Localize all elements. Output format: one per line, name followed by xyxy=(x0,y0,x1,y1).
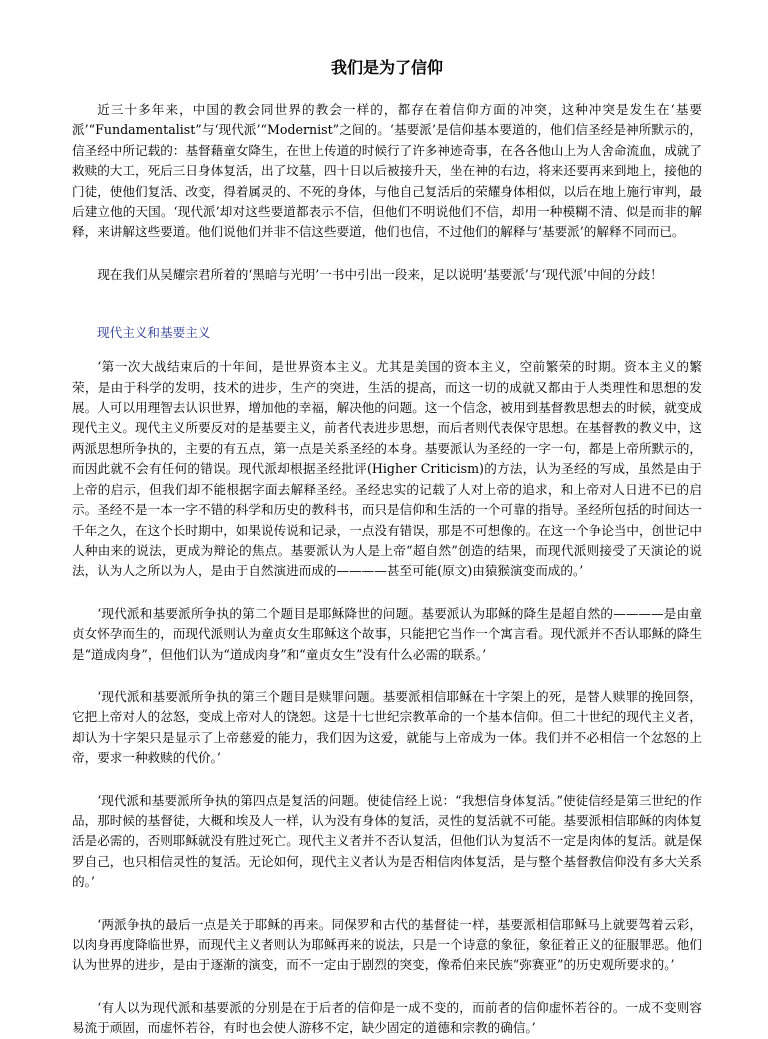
page-title: 我们是为了信仰 xyxy=(330,58,443,77)
quote-paragraph-4: ‘现代派和基要派所争执的第四点是复活的问题。使徒信经上说：“我想信身体复活。”使徒信经是第三世纪的作品，那时候的基督徒，大概和埃及人一样，认为没有身体的复活，灵性的复活就不可能。基要派相信耶稣的肉体复活是必需的，否则耶稣就没有胜过死亡。现代主义者并不否认复活，但他们认为复活不一定是肉体的复活。就是保罗自己，也只相信灵性的复活。无论如何，现代主义者认为是否相信肉体复活，是与整个基督教信仰没有多大关系的。’ xyxy=(72,792,702,890)
document-page xyxy=(72,0,702,1036)
quote-paragraph-3: ‘现代派和基要派所争执的第三个题目是赎罪问题。基要派相信耶稣在十字架上的死，是替人赎罪的挽回祭，它把上帝对人的忿怒，变成上帝对人的饶恕。这是十七世纪宗教革命的一个基本信仰。但二十世纪的现代主义者，却认为十字架只是显示了上帝慈爱的能力，我们因为这爱，就能与上帝成为一体。我们并不必相信一个忿怒的上帝，要求一种救赎的代价。’ xyxy=(72,688,702,766)
quote-paragraph-6: ‘有人以为现代派和基要派的分别是在于后者的信仰是一成不变的，而前者的信仰虚怀若谷的。一成不变则容易流于顽固，而虚怀若谷，有时也会使人游移不定，缺少固定的道德和宗教的确信。’ xyxy=(72,999,702,1036)
section-heading: 现代主义和基要主义 xyxy=(97,325,211,341)
quote-paragraph-1: ‘第一次大战结束后的十年间，是世界资本主义。尤其是美国的资本主义，空前繁荣的时期。资本主义的繁荣，是由于科学的发明，技术的进步，生产的突进，生活的提高，而这一切的成就又都由于人类理性和思想的发展。人可以用理智去认识世界，增加他的幸福，解决他的问题。这一个信念，被用到基督教思想去的时候，就变成现代主义。现代主义所要反对的是基要主义，前者代表进步思想，而后者则代表保守思想。在基督教的教义中，这两派思想所争执的，主要的有五点，第一点是关系圣经的本身。基要派认为圣经的一字一句，都是上帝所默示的，而因此就不会有任何的错误。现代派却根据圣经批评(Higher Criticism)的方法，认为圣经的写成，虽然是由于上帝的启示，但我们却不能根据字面去解释圣经。圣经忠实的记载了人对上帝的追求，和上帝对人日进不已的启示。圣经不是一本一字不错的科学和历史的教科书，而只是信仰和生活的一个可靠的指导。圣经所包括的时间达一千年之久，在这个长时期中，如果说传说和记录，一点没有错误，那是不可想像的。在这一个争论当中，创世记中人种由来的说法，更成为辩论的焦点。基要派认为人是上帝“超自然”创造的结果，而现代派则接受了天演论的说法，认为人之所以为人，是由于自然演进而成的————甚至可能(原文)由猿猴演变而成的。’ xyxy=(72,359,702,579)
quote-paragraph-2: ‘现代派和基要派所争执的第二个题目是耶稣降世的问题。基要派认为耶稣的降生是超自然的————是由童贞女怀孕而生的，而现代派则认为童贞女生耶稣这个故事，只能把它当作一个寓言看。现代派并不否认耶稣的降生是“道成肉身”，但他们认为“道成肉身”和“童贞女生”没有什么必需的联系。’ xyxy=(72,605,702,662)
quote-paragraph-5: ‘两派争执的最后一点是关于耶稣的再来。同保罗和古代的基督徒一样，基要派相信耶稣马上就要驾着云彩，以肉身再度降临世界，而现代主义者则认为耶稣再来的说法，只是一个诗意的象征，象征着正义的征服罪恶。他们认为世界的进步，是由于逐渐的演变，而不一定由于剧烈的突变，像希伯来民族“弥赛亚”的历史观所要求的。’ xyxy=(72,916,702,973)
intro-paragraph-2: 现在我们从吴耀宗君所着的‘黑暗与光明’一书中引出一段来，足以说明‘基要派’与‘现代派’中间的分歧！ xyxy=(97,266,663,282)
intro-paragraph-1: 近三十多年来，中国的教会同世界的教会一样的，都存在着信仰方面的冲突，这种冲突是发生在‘基要派’“Fundamentalist”与‘现代派’“Modernist”之间的。‘基要派’是信仰基本要道的，他们信圣经是神所默示的，信圣经中所记载的：基督藉童女降生，在世上传道的时候行了许多神迹奇事，在各各他山上为人舍命流血，成就了救赎的大工，死后三日身体复活，出了坟墓，四十日以后被接升天，坐在神的右边，将来还要再来到地上，接他的门徒，使他们复活、改变，得着属灵的、不死的身体，与他自己复活后的荣耀身体相似，以后在地上施行审判，最后建立他的天国。‘现代派’却对这些要道都表示不信，但他们不明说他们不信，却用一种模糊不清、似是而非的解释，来讲解这些要道。他们说他们并非不信这些要道，他们也信，不过他们的解释与‘基要派’的解释不同而已。 xyxy=(72,102,702,240)
